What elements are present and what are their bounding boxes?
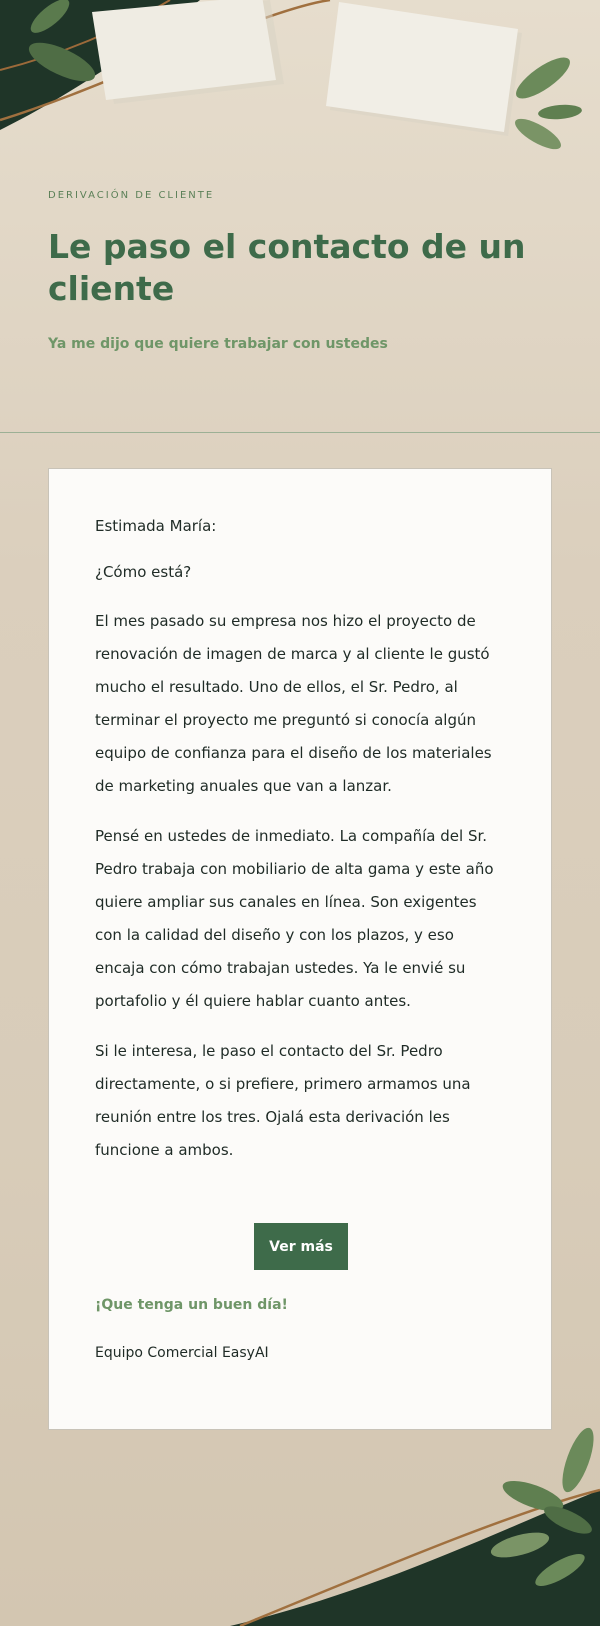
how-are-you: ¿Cómo está?	[95, 563, 192, 581]
header-decoration	[0, 0, 600, 180]
letter-body	[95, 515, 505, 1184]
greeting: Estimada María:	[95, 517, 217, 535]
footer-decoration	[0, 1420, 600, 1626]
page-title: Le paso el contacto de un cliente	[48, 227, 526, 308]
paragraph-1: El mes pasado su empresa nos hizo el proyecto de renovación de imagen de marca y al cliente le gustó mucho el resultado. Uno de ellos, el Sr. Pedro, al terminar el proyecto me preguntó si conocía algún equipo de confianza para el diseño de los materiales de marketing anuales que van a lanzar.	[95, 612, 492, 795]
divider	[0, 432, 600, 433]
kicker-label: DERIVACIÓN DE CLIENTE	[48, 190, 215, 201]
closing-line: ¡Que tenga un buen día!	[95, 1297, 288, 1313]
letter-card	[48, 468, 552, 1430]
page-subtitle: Ya me dijo que quiere trabajar con ustedes	[48, 336, 388, 352]
signature: Equipo Comercial EasyAI	[95, 1345, 269, 1361]
business-card-icon	[92, 0, 522, 136]
ver-mas-button[interactable]: Ver más	[254, 1223, 348, 1270]
paragraph-3: Si le interesa, le paso el contacto del Sr. Pedro directamente, o si prefiere, primero armamos una reunión entre los tres. Ojalá esta derivación les funcione a ambos.	[95, 1042, 471, 1159]
paragraph-2: Pensé en ustedes de inmediato. La compañía del Sr. Pedro trabaja con mobiliario de alta gama y este año quiere ampliar sus canales en línea. Son exigentes con la calidad del diseño y con los plazos, y eso encaja con cómo trabajan ustedes. Ya le envié su portafolio y él quiere hablar cuanto antes.	[95, 827, 494, 1010]
